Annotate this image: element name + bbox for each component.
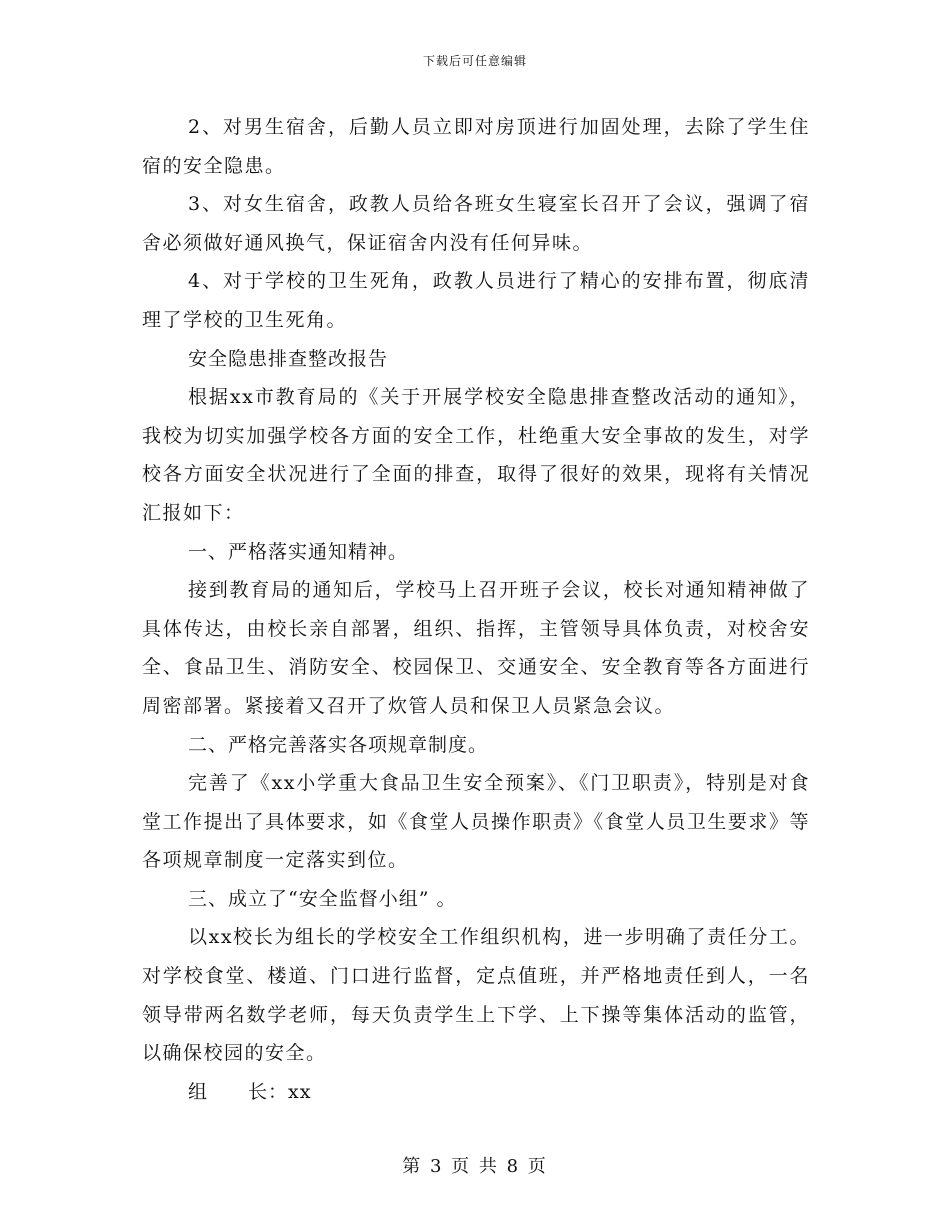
paragraph-section-3: 以xx校长为组长的学校安全工作组织机构，进一步明确了责任分工。对学校食堂、楼道、门口进行监督，定点值班，并严格地责任到人，一名领导带两名数学老师，每天负责学生上下学、上下操等集体活动的监管，以确保校园的安全。 [142,926,810,1065]
paragraph-section-2: 完善了《xx小学重大食品卫生安全预案》、《门卫职责》，特别是对食堂工作提出了具体要求，如《食堂人员操作职责》《食堂人员卫生要求》等各项规章制度一定落实到位。 [142,772,810,872]
section-heading-2: 二、严格完善落实各项规章制度。 [188,733,489,756]
paragraph-2: 3、对女生宿舍，政教人员给各班女生寝室长召开了会议，强调了宿舍必须做好通风换气，保证宿舍内没有任何异味。 [142,193,810,254]
paragraph-section-1: 接到教育局的通知后，学校马上召开班子会议，校长对通知精神做了具体传达，由校长亲自部署，组织、指挥，主管领导具体负责，对校舍安全、食品卫生、消防安全、校园保卫、交通安全、安全教育等各方面进行周密部署。紧接着又召开了炊管人员和保卫人员紧急会议。 [142,579,810,717]
paragraph-intro: 根据xx市教育局的《关于开展学校安全隐患排查整改活动的通知》，我校为切实加强学校各方面的安全工作，杜绝重大安全事故的发生，对学校各方面安全状况进行了全面的排查，取得了很好的效果，现将有关情况汇报如下： [142,386,810,524]
report-title: 安全隐患排查整改报告 [188,347,389,370]
page-number: 第 3 页 共 8 页 [402,1156,548,1177]
group-leader-line: 组 长：xx [188,1080,312,1103]
paragraph-1: 2、对男生宿舍，后勤人员立即对房顶进行加固处理，去除了学生住宿的安全隐患。 [142,116,810,177]
document-body [142,108,810,1111]
section-heading-1: 一、严格落实通知精神。 [188,540,409,563]
page-header: 下载后可任意编辑 [422,54,527,68]
section-heading-3: 三、成立了“安全监督小组” 。 [188,887,457,910]
paragraph-3: 4、对于学校的卫生死角，政教人员进行了精心的安排布置，彻底清理了学校的卫生死角。 [142,270,810,331]
